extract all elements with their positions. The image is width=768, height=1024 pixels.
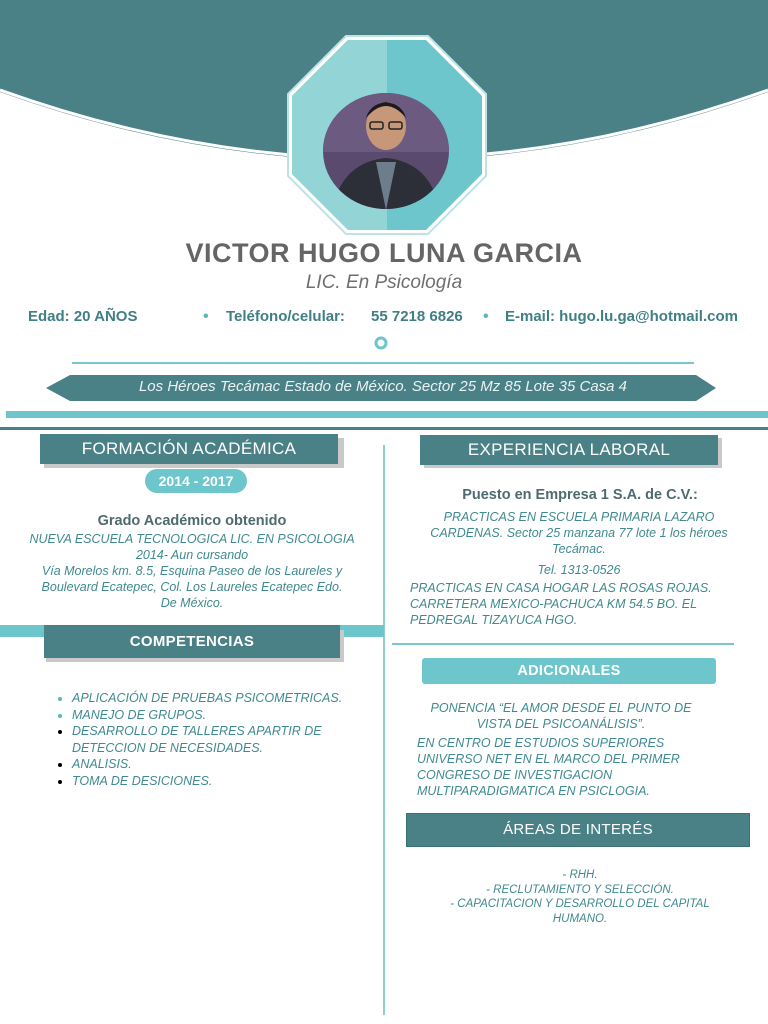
adicionales-line: CONGRESO DE INVESTIGACION (417, 768, 613, 782)
areas-list (410, 868, 750, 926)
job2-details (410, 580, 750, 628)
profile-photo (322, 92, 450, 210)
full-name: VICTOR HUGO LUNA GARCIA (185, 238, 583, 268)
job1-line: Tecámac. (552, 542, 606, 556)
email: E-mail: hugo.lu.ga@hotmail.com (505, 308, 738, 325)
list-item: • MANEJO DE GRUPOS. (72, 707, 348, 724)
list-item: • APLICACIÓN DE PRUEBAS PSICOMETRICAS. (72, 690, 348, 707)
list-item: • ANALISIS. (72, 756, 348, 773)
age: Edad: 20 AÑOS (28, 308, 138, 325)
formacion-line: De México. (160, 596, 224, 610)
formacion-title: FORMACIÓN ACADÉMICA (81, 439, 297, 458)
ponencia-line: PONENCIA “EL AMOR DESDE EL PUNTO DE (430, 701, 692, 715)
adicionales-line: MULTIPARADIGMATICA EN PSICLOGIA. (417, 784, 650, 798)
adicionales-details (417, 735, 747, 799)
column-divider (383, 445, 385, 1015)
job-position: Puesto en Empresa 1 S.A. de C.V.: (462, 487, 698, 503)
areas-tab (406, 813, 750, 847)
experiencia-divider (392, 643, 734, 645)
formacion-line: Vía Morelos km. 8.5, Esquina Paseo de los Laureles y (41, 564, 343, 578)
adicionales-title: ADICIONALES (517, 663, 621, 679)
list-item: HUMANO. (552, 912, 608, 925)
job1-phone: Tel. 1313-0526 (537, 563, 621, 577)
job2-line: CARRETERA MEXICO-PACHUCA KM 54.5 BO. EL (410, 597, 698, 611)
competencias-list (48, 690, 348, 790)
degree-heading: Grado Académico obtenido (97, 513, 287, 529)
areas-title: ÁREAS DE INTERÉS (503, 821, 653, 838)
years-text: 2014 - 2017 (158, 473, 234, 489)
contact-bullet-1: • (203, 308, 209, 325)
experiencia-tab (420, 435, 718, 465)
formacion-line: NUEVA ESCUELA TECNOLOGICA LIC. EN PSICOLOGIA (29, 532, 355, 546)
formacion-line: Boulevard Ecatepec, Col. Los Laureles Ecatepec Edo. (41, 580, 343, 594)
list-item: - RHH. (562, 869, 598, 881)
header-decoration (0, 0, 768, 430)
competencias-title: COMPETENCIAS (129, 633, 255, 650)
contact-bullet-2: • (483, 308, 489, 325)
address: Los Héroes Tecámac Estado de México. Sector 25 Mz 85 Lote 35 Casa 4 (138, 378, 628, 395)
years-badge (145, 469, 247, 493)
ponencia (412, 700, 710, 732)
job2-line: PEDREGAL TIZAYUCA HGO. (410, 613, 578, 627)
job1-details (406, 509, 752, 578)
formacion-line: 2014- Aun cursando (135, 548, 249, 562)
formacion-tab (40, 434, 338, 464)
list-item: • DESARROLLO DE TALLERES APARTIR DE DETECCION DE NECESIDADES. (72, 723, 348, 756)
profession: LIC. En Psicología (305, 272, 463, 293)
job1-line: CARDENAS. Sector 25 manzana 77 lote 1 los héroes (430, 526, 728, 540)
ponencia-line: VISTA DEL PSICOANÁLISIS”. (476, 717, 646, 731)
list-item: • TOMA DE DESICIONES. (72, 773, 348, 790)
formacion-details (10, 531, 374, 611)
adicionales-tab (422, 658, 716, 684)
competencias-tab (44, 625, 340, 658)
phone-value: 55 7218 6826 (371, 308, 463, 325)
experiencia-title: EXPERIENCIA LABORAL (467, 440, 671, 459)
phone-label: Teléfono/celular: (226, 308, 345, 325)
list-item: - CAPACITACION Y DESARROLLO DEL CAPITAL (450, 898, 710, 910)
adicionales-line: EN CENTRO DE ESTUDIOS SUPERIORES (417, 736, 665, 750)
job2-line: PRACTICAS EN CASA HOGAR LAS ROSAS ROJAS. (410, 581, 712, 595)
job1-line: PRACTICAS EN ESCUELA PRIMARIA LAZARO (443, 510, 715, 524)
list-item: - RECLUTAMIENTO Y SELECCIÓN. (486, 883, 674, 896)
adicionales-line: UNIVERSO NET EN EL MARCO DEL PRIMER (417, 752, 680, 766)
